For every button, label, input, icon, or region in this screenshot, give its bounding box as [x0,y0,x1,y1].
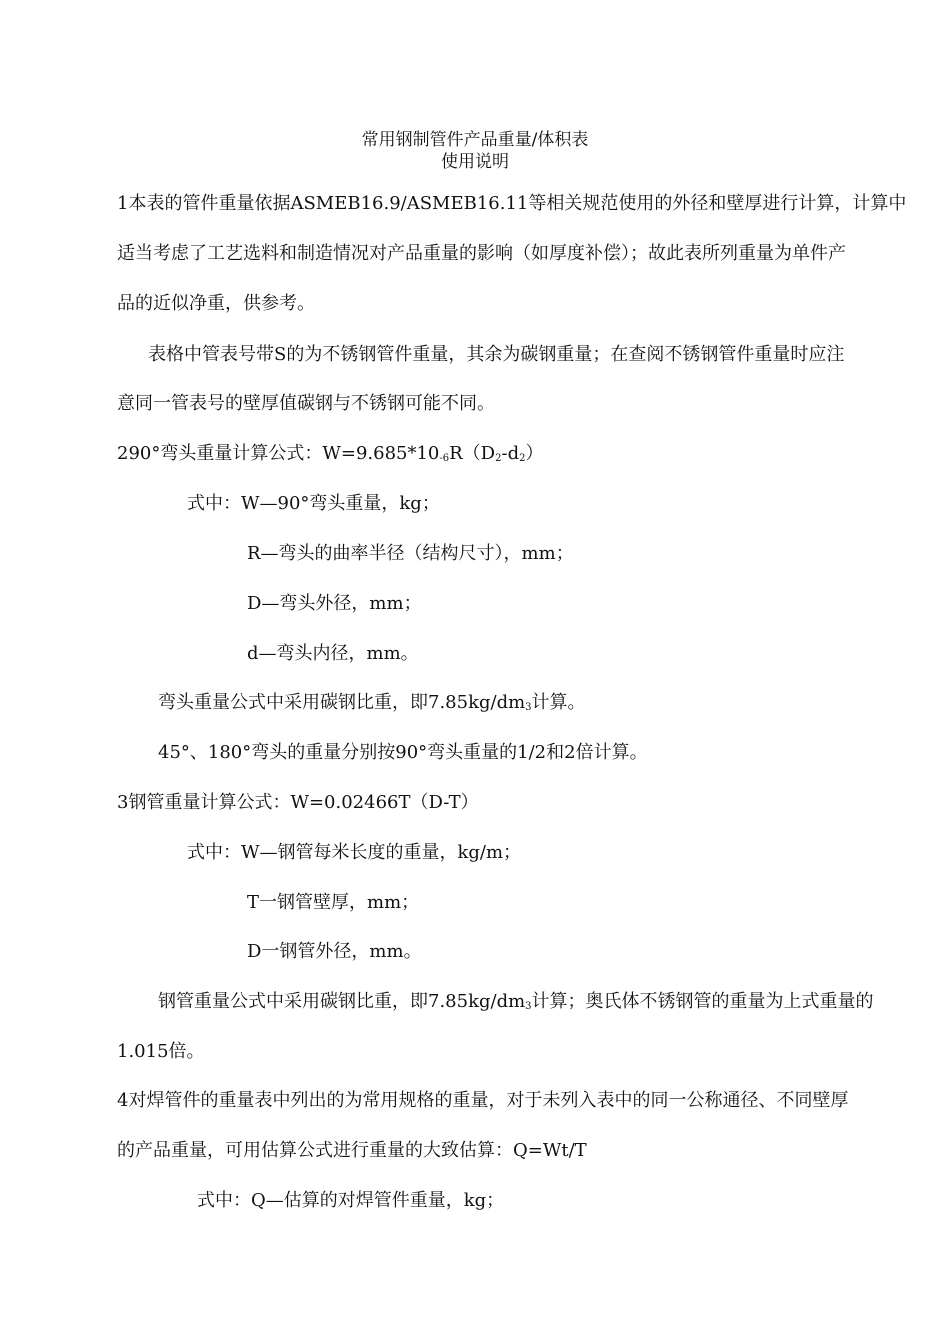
elbow-formula-exponent: -6 [439,453,450,464]
elbow-formula-text: 290°弯头重量计算公式：W=9.685*10 [117,443,440,464]
elbow-def-d-inner: d—弯头内径，mm。 [247,643,419,664]
pipe-density-tail: 计算；奥氏体不锈钢管的重量为上式重量的 [531,991,874,1012]
elbow-formula-minus: -d [501,443,520,464]
pipe-density-note [158,989,874,1020]
elbow-density-sub: 3 [525,702,532,713]
pipe-density-note-cont: 1.015倍。 [117,1041,205,1062]
pipe-density-sub: 3 [525,1001,532,1012]
document-title: 常用钢制管件产品重量/体积表 [361,130,589,150]
elbow-def-r: R—弯头的曲率半径（结构尺寸），mm； [247,543,574,564]
pipe-density-text: 钢管重量公式中采用碳钢比重，即7.85kg/dm [158,991,526,1012]
elbow-formula-close: ） [525,443,544,464]
elbow-formula-sub-1: 2 [495,453,502,464]
elbow-formula [117,441,543,472]
pipe-def-t: T一钢管壁厚，mm； [247,892,420,913]
para-4-line-1: 4对焊管件的重量表中列出的为常用规格的重量，对于未列入表中的同一公称通径、不同壁厚 [117,1090,849,1111]
elbow-formula-r: R（D [449,443,496,464]
elbow-formula-sub-2: 2 [519,453,526,464]
pipe-def-d: D一钢管外径，mm。 [247,941,422,962]
elbow-density-note [158,690,586,721]
elbow-def-d-outer: D—弯头外径，mm； [247,593,422,614]
para-1-line-3: 品的近似净重，供参考。 [117,293,315,314]
pipe-def-w: 式中：W—钢管每米长度的重量，kg/m； [187,842,522,863]
document-subtitle: 使用说明 [441,152,509,172]
para-4-line-2: 的产品重量，可用估算公式进行重量的大致估算：Q=Wt/T [117,1140,587,1161]
para-1-line-2: 适当考虑了工艺选料和制造情况对产品重量的影响（如厚度补偿）；故此表所列重量为单件产 [117,243,846,264]
pipe-formula: 3钢管重量计算公式：W=0.02466T（D-T） [117,792,479,813]
estimate-def-q: 式中：Q—估算的对焊管件重量，kg； [197,1190,505,1211]
para-2-line-1: 表格中管表号带S的为不锈钢管件重量，其余为碳钢重量；在查阅不锈钢管件重量时应注 [148,344,845,365]
elbow-density-tail: 计算。 [531,692,586,713]
para-1-line-1: 1本表的管件重量依据ASMEB16.9/ASMEB16.11等相关规范使用的外径和壁厚进行计算，计算中 [117,193,907,214]
para-2-line-2: 意同一管表号的壁厚值碳钢与不锈钢可能不同。 [117,393,495,414]
elbow-density-text: 弯头重量公式中采用碳钢比重，即7.85kg/dm [158,692,526,713]
elbow-angle-note: 45°、180°弯头的重量分别按90°弯头重量的1/2和2倍计算。 [158,742,648,763]
elbow-def-w: 式中：W—90°弯头重量，kg； [187,493,440,514]
